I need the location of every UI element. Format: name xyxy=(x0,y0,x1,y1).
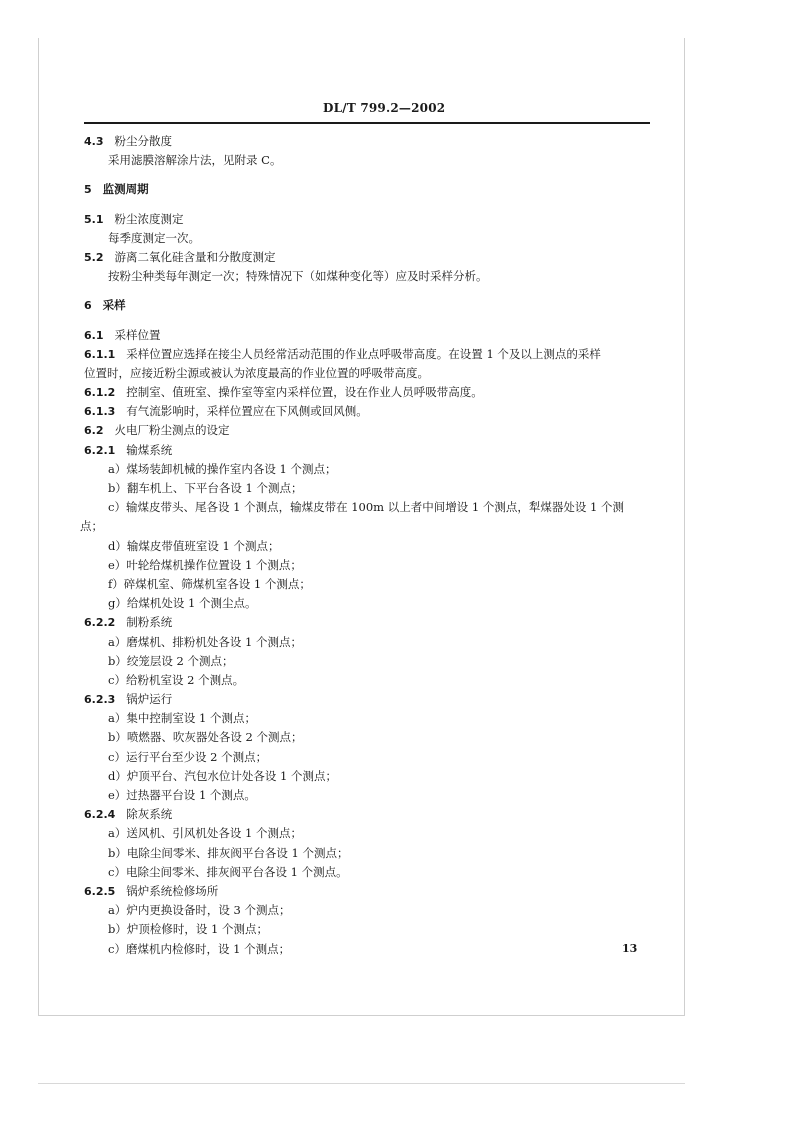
section-6-1-1-line1 xyxy=(84,345,652,364)
section-4-3-body: 采用滤膜溶解涂片法，见附录 C。 xyxy=(108,153,282,168)
list-item-continuation: 点； xyxy=(80,519,103,534)
section-4-3-heading xyxy=(84,132,652,151)
section-number: 6.2.2 xyxy=(84,616,116,630)
list-item: d）输煤皮带值班室设 1 个测点； xyxy=(108,538,280,553)
section-5-1-heading xyxy=(84,210,652,229)
section-number: 6.2.1 xyxy=(84,443,116,457)
page-border-right xyxy=(684,38,685,1016)
header-rule xyxy=(84,122,650,124)
section-number: 6.1 xyxy=(84,328,104,342)
section-6-1-3 xyxy=(84,402,652,421)
section-number: 6.2.5 xyxy=(84,884,116,898)
list-item: a）炉内更换设备时，设 3 个测点； xyxy=(108,903,291,918)
section-title: 除灰系统 xyxy=(126,807,173,822)
section-6-2-1-heading xyxy=(84,441,652,460)
section-5-2-body: 按粉尘种类每年测定一次；特殊情况下（如煤种变化等）应及时采样分析。 xyxy=(108,269,488,284)
list-item: a）送风机、引风机处各设 1 个测点； xyxy=(108,826,302,841)
list-item: b）翻车机上、下平台各设 1 个测点； xyxy=(108,481,303,495)
section-6-1-1-line2: 位置时，应接近粉尘源或被认为浓度最高的作业位置的呼吸带高度。 xyxy=(84,365,429,380)
list-item: c）输煤皮带头、尾各设 1 个测点，输煤皮带在 100m 以上者中间增设 1 个测点，犁煤器处设 1 个测 xyxy=(108,500,624,515)
section-title: 输煤系统 xyxy=(126,442,173,457)
list-item: b）电除尘间零米、排灰阀平台各设 1 个测点； xyxy=(108,845,349,860)
section-6-2-5-heading xyxy=(84,882,652,901)
section-5-1-body: 每季度测定一次。 xyxy=(108,230,200,245)
section-5-2-heading xyxy=(84,248,652,267)
section-number: 6.1.1 xyxy=(84,347,116,361)
list-item: c）运行平台至少设 2 个测点； xyxy=(108,749,268,764)
section-title: 制粉系统 xyxy=(126,615,173,630)
section-6-2-3-heading xyxy=(84,690,652,709)
footer-divider xyxy=(38,1083,685,1084)
section-6-2-4-heading xyxy=(84,805,652,824)
list-item: d）炉顶平台、汽包水位计处各设 1 个测点； xyxy=(108,768,337,783)
section-number: 6.1.3 xyxy=(84,405,116,419)
section-title: 粉尘分散度 xyxy=(114,134,172,148)
section-number: 6.2.3 xyxy=(84,693,116,707)
section-5-heading xyxy=(84,180,652,199)
section-number: 4.3 xyxy=(84,135,104,148)
list-item: c）给粉机室设 2 个测点。 xyxy=(108,672,245,687)
list-item: g）给煤机处设 1 个测尘点。 xyxy=(108,596,257,611)
list-item: c）电除尘间零米、排灰阀平台各设 1 个测点。 xyxy=(108,864,348,879)
section-title: 采样 xyxy=(102,298,126,313)
page-border-bottom xyxy=(38,1015,685,1016)
section-title: 粉尘浓度测定 xyxy=(114,211,184,226)
section-title: 火电厂粉尘测点的设定 xyxy=(114,423,230,438)
list-item: a）煤场装卸机械的操作室内各设 1 个测点； xyxy=(108,461,337,476)
section-title: 锅炉系统检修场所 xyxy=(126,883,219,898)
section-number: 5.1 xyxy=(84,212,104,226)
paragraph-text: 有气流影响时，采样位置应在下风侧或回风侧。 xyxy=(126,404,368,419)
section-6-2-heading xyxy=(84,421,652,440)
section-number: 5 xyxy=(84,183,92,197)
list-item: e）过热器平台设 1 个测点。 xyxy=(108,788,256,802)
list-item: b）炉顶检修时，设 1 个测点； xyxy=(108,922,268,937)
section-title: 监测周期 xyxy=(102,182,149,197)
section-6-1-2 xyxy=(84,383,652,402)
list-item: e）叶轮给煤机操作位置设 1 个测点； xyxy=(108,557,302,572)
section-title: 游离二氧化硅含量和分散度测定 xyxy=(114,249,276,264)
section-number: 6.2 xyxy=(84,424,104,438)
section-number: 5.2 xyxy=(84,250,104,264)
section-6-1-heading xyxy=(84,326,652,345)
page-border-left xyxy=(38,38,39,1016)
section-6-2-2-heading xyxy=(84,613,652,632)
standard-code-header: DL/T 799.2—2002 xyxy=(323,101,446,115)
document-body xyxy=(80,132,652,959)
list-item: c）磨煤机内检修时，设 1 个测点； xyxy=(108,941,291,956)
list-item: a）集中控制室设 1 个测点； xyxy=(108,711,256,726)
section-title: 采样位置 xyxy=(114,327,161,342)
list-item: b）绞笼层设 2 个测点； xyxy=(108,653,234,668)
list-item: b）喷燃器、吹灰器处各设 2 个测点； xyxy=(108,730,303,745)
paragraph-text: 采样位置应选择在接尘人员经常活动范围的作业点呼吸带高度。在设置 1 个及以上测点的采样 xyxy=(126,346,601,361)
section-6-heading xyxy=(84,296,652,315)
section-number: 6.1.2 xyxy=(84,386,116,400)
list-item: f）碎煤机室、筛煤机室各设 1 个测点； xyxy=(108,576,311,591)
page-number: 13 xyxy=(622,942,638,955)
section-number: 6.2.4 xyxy=(84,808,116,822)
list-item: a）磨煤机、排粉机处各设 1 个测点； xyxy=(108,634,302,649)
section-title: 锅炉运行 xyxy=(126,692,173,707)
paragraph-text: 控制室、值班室、操作室等室内采样位置，设在作业人员呼吸带高度。 xyxy=(126,385,483,400)
section-number: 6 xyxy=(84,299,92,313)
